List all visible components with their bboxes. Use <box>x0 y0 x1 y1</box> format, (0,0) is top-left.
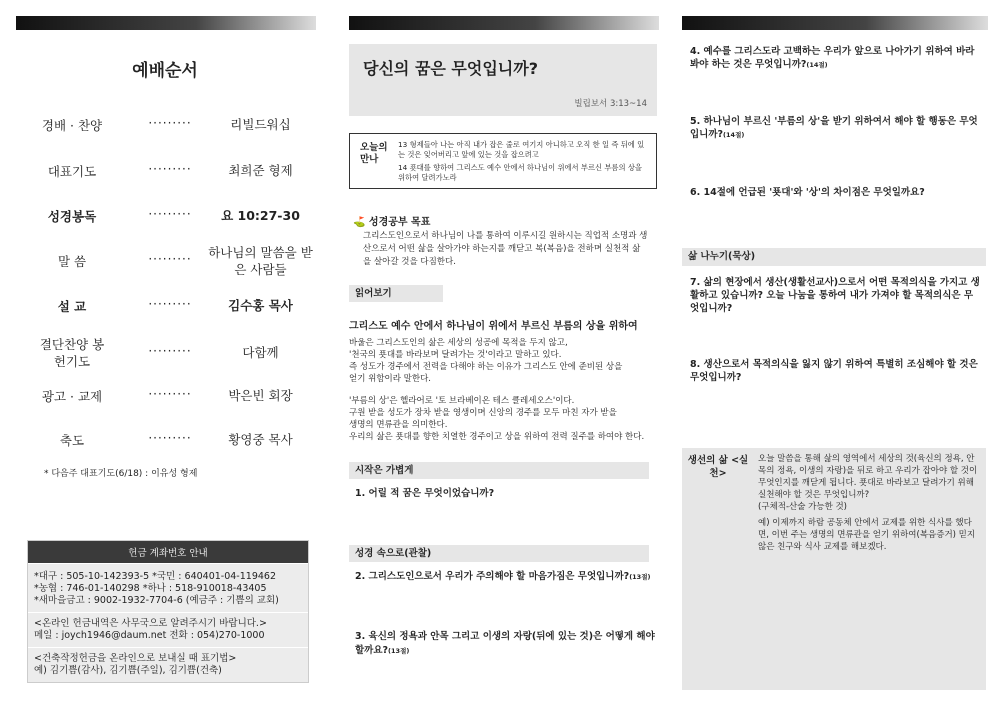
order-value: 하나님의 말씀을 받은 사람들 <box>208 245 313 277</box>
top-bar <box>682 16 988 30</box>
order-label: 설 교 <box>57 299 87 314</box>
example-line: 예) 김기쁨(감사), 김기쁨(주일), 김기쁨(건축) <box>34 665 222 676</box>
questions-panel <box>668 0 1000 707</box>
sharing-heading: 삶 나누기(묵상) <box>682 248 986 266</box>
order-value: 황영중 목사 <box>228 432 293 447</box>
contact-line: 메일 : joych1946@daum.net 전화 : 054)270-1000 <box>34 630 265 641</box>
order-dots: ········· <box>148 116 192 130</box>
notice-line: <건축작정헌금을 온라인으로 보내실 때 표기법> <box>34 653 237 664</box>
order-dots: ········· <box>148 162 192 176</box>
account-line: *대구 : 505-10-142393-5 *국민 : 640401-04-119462 <box>34 571 276 582</box>
reading-line: 생명의 면류관을 의미한다. <box>349 420 448 430</box>
question-1: 1. 어릴 적 꿈은 무엇이었습니까? <box>355 488 495 499</box>
practice-text: 오늘 말씀을 통해 삶의 영역에서 세상의 것(육신의 정욕, 안목의 정욕, 이생의 자랑)을 뒤로 하고 우리가 잡아야 할 것이 무엇인지를 깨닫게 됩니다. 푯대로 바라보고 달려가기 위해 실천해야 할 것은 무엇입니까? <box>758 454 978 500</box>
question-5 <box>690 115 980 142</box>
reading-title: 그리스도 예수 안에서 하나님이 위에서 부르신 부름의 상을 위하여 <box>349 321 638 332</box>
study-goal-text: 그리스도인으로서 하나님이 나를 통하여 이루시길 원하시는 직업적 소명과 생산으로서 어떤 삶을 살아가야 하는지를 깨닫고 복(복음)을 전하며 실천적 삶을 살아갈 것을 다짐한다. <box>363 231 648 267</box>
order-title: 예배순서 <box>132 61 198 81</box>
verse-ref: (13절) <box>629 573 651 581</box>
question-6: 6. 14절에 언급된 '푯대'와 '상'의 차이점은 무엇일까요? <box>690 187 925 198</box>
reading-paragraph-1 <box>349 337 649 385</box>
scripture-ref: 빌립보서 3:13~14 <box>574 99 647 109</box>
start-heading: 시작은 가볍게 <box>349 462 649 479</box>
order-label: 대표기도 <box>47 164 97 179</box>
verse-14: 14 푯대를 향하여 그리스도 예수 안에서 하나님이 위에서 부르신 부름의 상을 위하여 달려가노라 <box>398 163 642 182</box>
practice-hint: (구체적-산술 가능한 것) <box>758 502 848 512</box>
order-label: 성경봉독 <box>47 209 97 224</box>
reading-paragraph-2 <box>349 395 659 443</box>
practice-content <box>758 453 980 553</box>
order-row <box>0 244 330 290</box>
order-value: 최희준 형제 <box>228 163 293 178</box>
account-box <box>27 540 309 683</box>
next-prayer-note: * 다음주 대표기도(6/18) : 이유성 형제 <box>44 469 198 479</box>
verse-ref: (14절) <box>806 61 828 69</box>
order-row <box>0 116 330 162</box>
order-dots: ········· <box>148 431 192 445</box>
question-8: 8. 생산으로서 목적의식을 잃지 않기 위하여 특별히 조심해야 할 것은 무엇입니까? <box>690 359 978 383</box>
order-dots: ········· <box>148 252 192 266</box>
manna-verses <box>398 140 648 186</box>
question-3 <box>355 630 655 658</box>
study-goal-heading: ⛳ 성경공부 목표 <box>353 217 431 228</box>
order-value: 다함께 <box>242 345 279 360</box>
verse-13: 13 형제들아 나는 아직 내가 잡은 줄로 여기지 아니하고 오직 한 일 즉 뒤에 있는 것은 잊어버리고 앞에 있는 것을 잡으려고 <box>398 140 645 159</box>
account-list <box>28 563 308 612</box>
sermon-title: 당신의 꿈은 무엇입니까? <box>363 59 538 78</box>
order-value: 리빌드워십 <box>230 117 291 132</box>
question-2 <box>355 570 655 584</box>
observation-heading: 성경 속으로(관찰) <box>349 545 649 562</box>
building-notice <box>28 647 308 682</box>
order-label: 광고 · 교제 <box>41 389 103 404</box>
order-value: 박은빈 회장 <box>228 388 293 403</box>
verse-ref: (14절) <box>723 131 745 139</box>
reading-line: '천국의 푯대를 바라보며 달려가는 것'이라고 말하고 있다. <box>349 350 562 360</box>
order-row <box>0 387 330 433</box>
order-label: 경배 · 찬양 <box>41 118 103 133</box>
order-label: 말 씀 <box>57 254 87 269</box>
question-text: 4. 예수를 그리스도라 고백하는 우리가 앞으로 나아가기 위하여 바라봐야 하는 것은 무엇입니까? <box>690 46 975 70</box>
reading-line: 즉 성도가 경주에서 전력을 다해야 하는 이유가 그리스도 안에 준비된 상을 <box>349 362 623 372</box>
sermon-panel <box>335 0 665 707</box>
manna-label: 오늘의 만나 <box>360 142 388 165</box>
notice-line: <온라인 헌금내역은 사무국으로 알려주시기 바랍니다.> <box>34 618 267 629</box>
order-dots: ········· <box>148 207 192 221</box>
question-text: 2. 그리스도인으로서 우리가 주의해야 할 마음가짐은 무엇입니까? <box>355 571 630 582</box>
order-label: 축도 <box>59 433 85 448</box>
sermon-title-box <box>349 44 657 116</box>
order-value: 요 10:27-30 <box>221 208 300 223</box>
reading-line: 바울은 그리스도인의 삶은 세상의 성공에 목적을 두지 않고, <box>349 338 568 348</box>
order-dots: ········· <box>148 387 192 401</box>
online-notice <box>28 612 308 647</box>
order-value: 김수홍 목사 <box>228 298 293 313</box>
reading-line: 구원 받을 성도가 장차 받을 영생이며 신앙의 경주를 모두 마친 자가 받을 <box>349 408 617 418</box>
practice-example: 예) 이제까지 하람 공동체 안에서 교제를 위한 식사를 했다면, 이번 주는 생명의 면류관을 얻기 위하여(복음증거) 믿지 않은 친구와 식사 교제를 해보겠다. <box>758 518 976 552</box>
question-7: 7. 삶의 현장에서 생산(생활선교사)으로서 어떤 목적의식을 가지고 생활하고 있습니까? 오늘 나눔을 통하여 내가 가져야 할 목적의식은 무엇입니까? <box>690 277 980 314</box>
account-line: *새마을금고 : 9002-1932-7704-6 (예금주 : 기쁨의 교회) <box>34 595 279 606</box>
practice-label: 생선의 삶 <실천> <box>687 455 749 479</box>
order-dots: ········· <box>148 344 192 358</box>
order-panel <box>0 0 330 707</box>
order-row <box>0 162 330 208</box>
reading-heading: 읽어보기 <box>349 285 443 302</box>
top-bar <box>349 16 659 30</box>
reading-line: 우리의 삶은 푯대를 향한 치열한 경주이고 상을 위하여 전력 질주를 하여야 한다. <box>349 432 645 442</box>
order-dots: ········· <box>148 297 192 311</box>
question-4 <box>690 45 980 72</box>
account-header: 헌금 계좌번호 안내 <box>28 541 308 563</box>
order-label: 결단찬양 봉헌기도 <box>39 337 105 369</box>
question-text: 3. 육신의 정욕과 안목 그리고 이생의 자랑(뒤에 있는 것)은 어떻게 해야 할까요? <box>355 631 655 656</box>
practice-box <box>682 448 986 690</box>
order-row <box>0 336 330 382</box>
account-line: *농협 : 746-01-140298 *하나 : 518-910018-43405 <box>34 583 267 594</box>
todays-manna-box <box>349 133 657 189</box>
reading-line: '부름의 상'은 헬라어로 '토 브라베이온 테스 클레세오스'이다. <box>349 396 575 406</box>
verse-ref: (13절) <box>388 647 410 655</box>
top-bar <box>16 16 316 30</box>
reading-line: 얻기 위함이라 말한다. <box>349 374 432 384</box>
question-text: 5. 하나님이 부르신 '부름의 상'을 받기 위하여서 해야 할 행동은 무엇입니까? <box>690 116 978 140</box>
